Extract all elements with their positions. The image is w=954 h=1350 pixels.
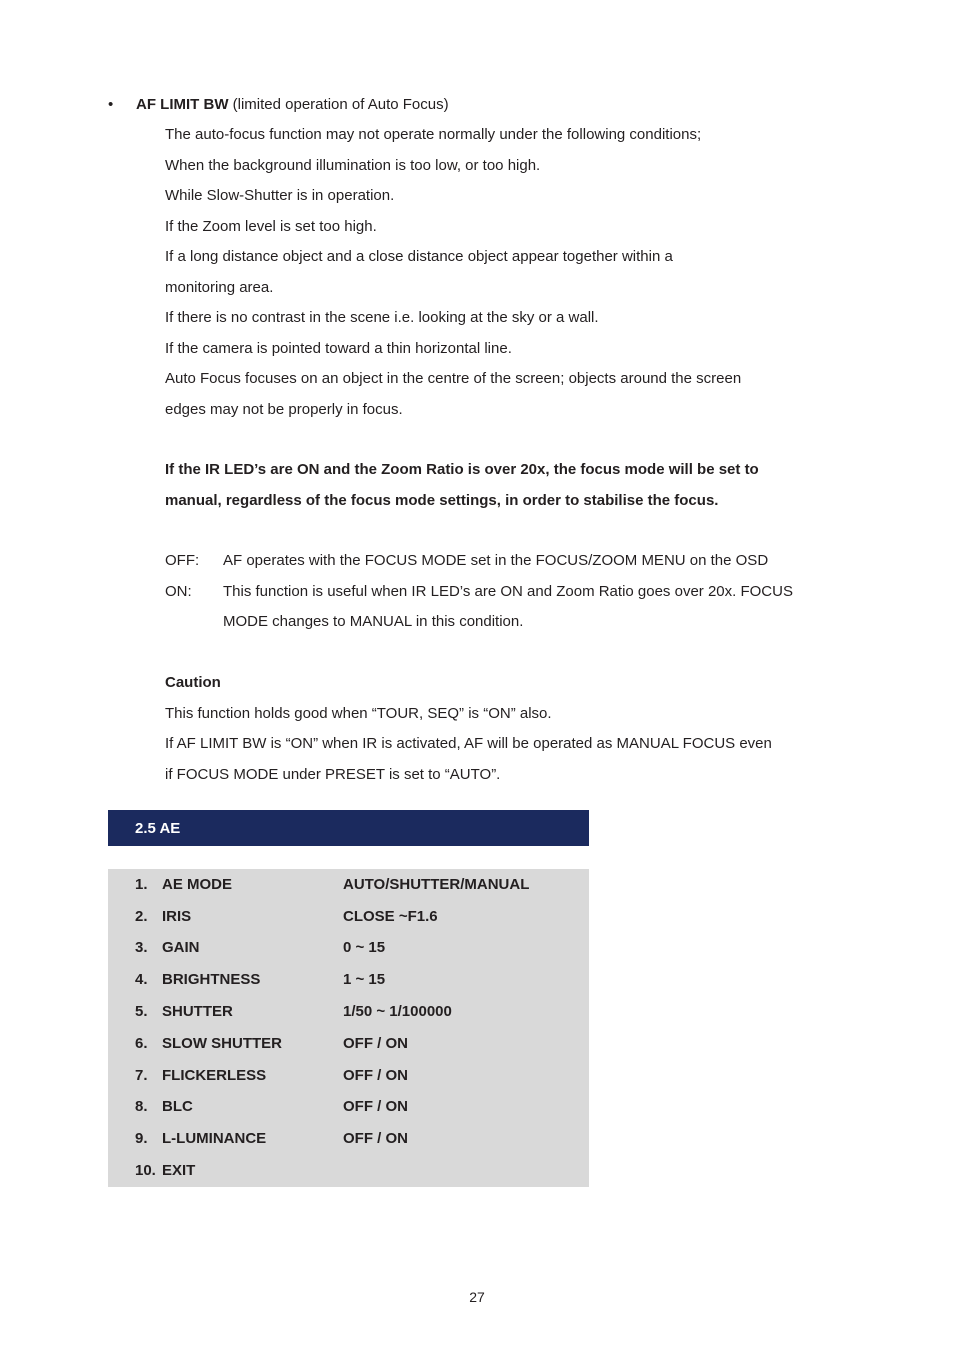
menu-item-number: 4. — [135, 971, 148, 988]
menu-item-number: 1. — [135, 876, 148, 893]
text-line: If a long distance object and a close distance object appear together within a — [165, 248, 673, 265]
menu-item-value: 0 ~ 15 — [343, 939, 386, 956]
option-description: This function is useful when IR LED’s are ON and Zoom Ratio goes over 20x. FOCUS — [223, 582, 793, 600]
menu-item-value: OFF / ON — [343, 1035, 408, 1052]
option-key: ON: — [165, 582, 192, 600]
menu-item-number: 10. — [135, 1162, 156, 1179]
text-line: Auto Focus focuses on an object in the centre of the screen; objects around the screen — [165, 370, 742, 387]
text-line: If the camera is pointed toward a thin horizontal line. — [165, 339, 512, 357]
menu-item-value: CLOSE ~F1.6 — [343, 908, 438, 925]
text-line: monitoring area. — [165, 278, 274, 296]
text-line: If there is no contrast in the scene i.e. looking at the sky or a wall. — [165, 309, 599, 326]
menu-item — [108, 970, 589, 990]
text-line: If the Zoom level is set too high. — [165, 217, 377, 235]
menu-item-number: 3. — [135, 939, 148, 956]
af-limit-conditions — [165, 125, 835, 430]
menu-item — [108, 1002, 589, 1022]
menu-item-label: IRIS — [162, 908, 192, 925]
af-limit-options — [165, 551, 835, 643]
menu-item — [108, 907, 589, 927]
text-line: edges may not be properly in focus. — [165, 400, 403, 418]
menu-item — [108, 1161, 589, 1181]
menu-item — [108, 938, 589, 958]
section-title: 2.5 AE — [135, 820, 181, 837]
caution-block — [165, 673, 835, 795]
menu-item-value: OFF / ON — [343, 1067, 408, 1084]
caution-line: if FOCUS MODE under PRESET is set to “AUTO”. — [165, 765, 501, 783]
option-on — [165, 582, 835, 643]
menu-item-number: 7. — [135, 1067, 148, 1084]
caution-line: This function holds good when “TOUR, SEQ” is “ON” also. — [165, 704, 552, 722]
menu-item-label: L-LUMINANCE — [162, 1130, 267, 1147]
menu-item — [108, 1097, 589, 1117]
menu-item-label: BLC — [162, 1098, 193, 1115]
note-line: manual, regardless of the focus mode settings, in order to stabilise the focus. — [165, 491, 719, 509]
menu-item-value: OFF / ON — [343, 1098, 408, 1115]
option-description: AF operates with the FOCUS MODE set in the FOCUS/ZOOM MENU on the OSD — [223, 552, 769, 569]
menu-item-label: AE MODE — [162, 876, 233, 893]
menu-item — [108, 1034, 589, 1054]
caution-title: Caution — [165, 674, 221, 691]
menu-item-label: EXIT — [162, 1162, 196, 1179]
menu-item-number: 6. — [135, 1035, 148, 1052]
menu-item-number: 8. — [135, 1098, 148, 1115]
af-limit-title: AF LIMIT BW — [136, 96, 229, 113]
menu-item-value: 1 ~ 15 — [343, 971, 386, 988]
section-header-ae — [108, 810, 589, 846]
menu-item-label: GAIN — [162, 939, 200, 956]
page-number: 27 — [469, 1289, 485, 1305]
caution-line: If AF LIMIT BW is “ON” when IR is activated, AF will be operated as MANUAL FOCUS even — [165, 735, 772, 752]
af-limit-subtitle: (limited operation of Auto Focus) — [228, 96, 449, 113]
menu-item-label: BRIGHTNESS — [162, 971, 261, 988]
text-line: When the background illumination is too low, or too high. — [165, 156, 541, 174]
text-line: While Slow-Shutter is in operation. — [165, 187, 395, 204]
menu-item-label: FLICKERLESS — [162, 1067, 267, 1084]
menu-item-label: SHUTTER — [162, 1003, 233, 1020]
note-line: If the IR LED’s are ON and the Zoom Ratio is over 20x, the focus mode will be set to — [165, 461, 759, 478]
option-off — [165, 551, 835, 582]
ir-led-note — [165, 460, 835, 521]
option-key: OFF: — [165, 552, 200, 569]
menu-item-number: 2. — [135, 908, 148, 925]
ae-menu-list — [108, 869, 589, 1187]
bullet-icon: • — [108, 96, 114, 113]
option-description: MODE changes to MANUAL in this condition. — [223, 613, 524, 630]
menu-item-value: AUTO/SHUTTER/MANUAL — [343, 876, 530, 893]
menu-item-value: OFF / ON — [343, 1130, 408, 1147]
menu-item-number: 9. — [135, 1130, 148, 1147]
menu-item-value: 1/50 ~ 1/100000 — [343, 1003, 452, 1020]
menu-item — [108, 1129, 589, 1149]
text-line: The auto-focus function may not operate normally under the following conditions; — [165, 126, 702, 143]
menu-item — [108, 875, 589, 895]
menu-item — [108, 1066, 589, 1086]
menu-item-number: 5. — [135, 1003, 148, 1020]
menu-item-label: SLOW SHUTTER — [162, 1035, 282, 1052]
